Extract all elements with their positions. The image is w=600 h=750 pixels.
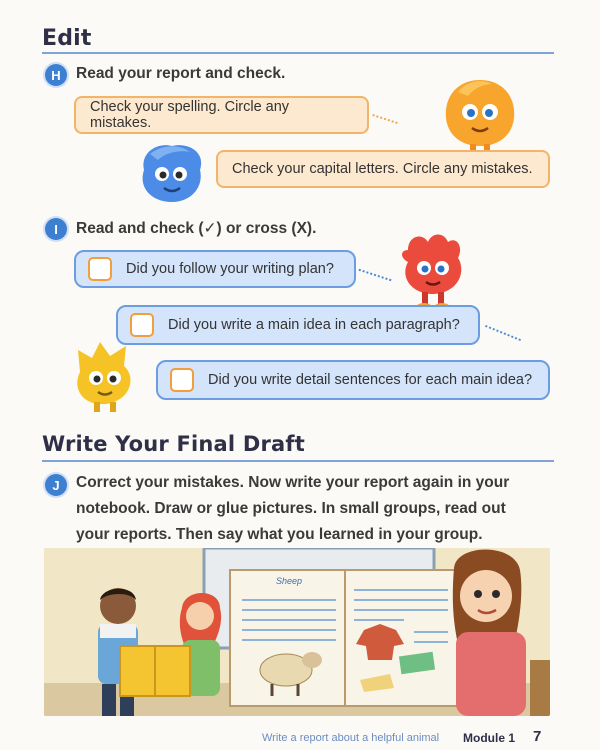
orange-character-illustration bbox=[440, 74, 520, 154]
classroom-illustration bbox=[44, 548, 550, 716]
checklist-item-text: Did you write detail sentences for each main idea? bbox=[208, 372, 533, 388]
footer-caption: Write a report about a helpful animal bbox=[262, 732, 440, 744]
step-badge-h: H bbox=[45, 64, 67, 86]
checkbox[interactable] bbox=[88, 257, 112, 281]
checklist-item bbox=[116, 305, 480, 345]
paragraph-line: your reports. Then say what you learned in your group. bbox=[76, 526, 483, 543]
step-instruction-i: Read and check (✓) or cross (X). bbox=[76, 220, 317, 237]
dotted-connector bbox=[485, 325, 521, 341]
checkbox[interactable] bbox=[130, 313, 154, 337]
paragraph-line: notebook. Draw or glue pictures. In small groups, read out bbox=[76, 500, 506, 517]
yellow-character-illustration bbox=[70, 340, 140, 418]
checklist-item bbox=[156, 360, 550, 400]
checklist-item-text: Did you follow your writing plan? bbox=[126, 261, 334, 277]
step-instruction-j bbox=[76, 470, 556, 548]
checklist-item bbox=[74, 250, 356, 288]
notebook-title: Sheep bbox=[276, 576, 303, 586]
step-badge-i: I bbox=[45, 218, 67, 240]
dotted-connector bbox=[372, 114, 397, 124]
paragraph-line: Correct your mistakes. Now write your report again in your bbox=[76, 474, 510, 491]
blue-character-illustration bbox=[132, 140, 210, 208]
speech-bubble-spelling: Check your spelling. Circle any mistakes. bbox=[74, 96, 369, 134]
section-title-final-draft: Write Your Final Draft bbox=[42, 432, 305, 456]
checklist-item-text: Did you write a main idea in each paragraph? bbox=[168, 317, 460, 333]
step-badge-j: J bbox=[45, 474, 67, 496]
checkbox[interactable] bbox=[170, 368, 194, 392]
section-rule bbox=[42, 52, 554, 54]
page-number: 7 bbox=[533, 728, 542, 745]
section-rule bbox=[42, 460, 554, 462]
dotted-connector bbox=[359, 269, 392, 281]
section-title-edit: Edit bbox=[42, 26, 92, 51]
classroom-scene-image bbox=[44, 548, 550, 716]
footer-module: Module 1 bbox=[463, 731, 516, 745]
red-character-illustration bbox=[398, 232, 468, 310]
speech-bubble-capitals: Check your capital letters. Circle any mistakes. bbox=[216, 150, 550, 188]
step-instruction-h: Read your report and check. bbox=[76, 65, 286, 82]
